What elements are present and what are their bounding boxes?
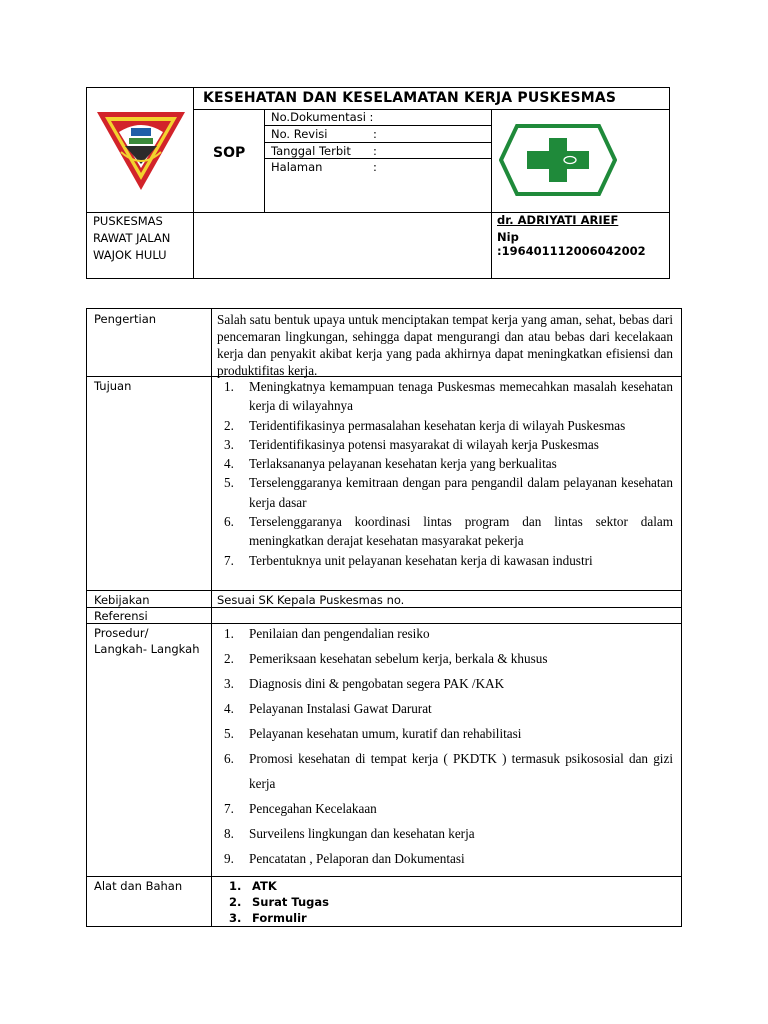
list-number: 2. (224, 651, 234, 666)
list-text: Pelayanan kesehatan umum, kuratif dan rehabilitasi (249, 726, 522, 741)
list-number: 2. (224, 417, 234, 433)
kebijakan-label: Kebijakan (94, 593, 150, 607)
tujuan-label: Tujuan (94, 379, 132, 393)
list-number: 3. (224, 676, 234, 691)
list-number: 6. (224, 514, 234, 530)
alat-label: Alat dan Bahan (94, 879, 183, 893)
meta-colon: : (373, 127, 377, 141)
list-text: Pemeriksaan kesehatan sebelum kerja, berkala & khusus (249, 651, 548, 666)
list-item (217, 796, 673, 821)
prosedur-label-line: Langkah- Langkah (94, 642, 200, 656)
list-item (217, 878, 329, 894)
org-line: PUSKESMAS (93, 214, 163, 228)
list-text: Teridentifikasinya permasalahan kesehatan kerja di wilayah Puskesmas (249, 417, 626, 433)
list-text: Surat Tugas (252, 895, 330, 909)
list-text: Terselenggaranya kemitraan dengan para pengandil dalam pelayanan kesehatan kerja dasar (249, 475, 673, 510)
list-item (217, 454, 673, 473)
list-text: Diagnosis dini & pengobatan segera PAK /KAK (249, 676, 505, 691)
list-item (217, 846, 673, 871)
tujuan-list (217, 377, 673, 570)
list-item (217, 416, 673, 435)
divider (264, 125, 491, 126)
list-number: 1. (229, 879, 242, 893)
list-number: 3. (229, 911, 242, 925)
prosedur-label-line: Prosedur/ (94, 626, 149, 640)
signer-nip: Nip :196401112006042002 (497, 230, 646, 258)
list-text: Penilaian dan pengendalian resiko (249, 626, 430, 641)
document-title: KESEHATAN DAN KESELAMATAN KERJA PUSKESMAS (203, 90, 617, 106)
regional-crest-logo (93, 102, 189, 194)
list-text: Teridentifikasinya potensi masyarakat di wilayah kerja Puskesmas (249, 436, 599, 452)
header-table (86, 87, 670, 279)
list-number: 4. (224, 456, 234, 472)
list-text: ATK (252, 879, 277, 893)
list-text: Surveilens lingkungan dan kesehatan kerja (249, 826, 475, 841)
list-number: 4. (224, 701, 234, 716)
organization-name (93, 213, 170, 264)
kebijakan-text: Sesuai SK Kepala Puskesmas no. (217, 593, 405, 607)
divider (87, 876, 681, 877)
prosedur-label (94, 625, 199, 657)
list-item (217, 671, 673, 696)
list-number: 1. (224, 626, 234, 641)
pengertian-text: Salah satu bentuk upaya untuk menciptakan tempat kerja yang aman, sehat, bebas dari pencemaran lingkungan, sehingga dapat mengurangi dan atau bebas dari kecelakaan kerja dan penyakit akibat kerja yang pada akhirnya dapat meningkatkan efisiensi dan produktifitas kerja. (217, 312, 673, 378)
list-text: Formulir (252, 911, 307, 925)
list-number: 1. (224, 379, 234, 394)
org-line: WAJOK HULU (93, 248, 167, 262)
list-number: 5. (224, 475, 234, 491)
list-text: Pelayanan Instalasi Gawat Darurat (249, 701, 432, 716)
list-text: Terbentuknya unit pelayanan kesehatan kerja di kawasan industri (249, 552, 593, 568)
list-text: Pencegahan Kecelakaan (249, 801, 377, 816)
pengertian-label: Pengertian (94, 312, 157, 326)
list-item (217, 696, 673, 721)
meta-tanggal-terbit: Tanggal Terbit (271, 144, 351, 158)
alat-list (217, 878, 329, 926)
divider (87, 590, 681, 591)
list-item (217, 721, 673, 746)
meta-no-dokumentasi: No.Dokumentasi : (271, 110, 374, 124)
divider (211, 309, 212, 926)
list-item (217, 473, 673, 512)
list-text: Terlaksananya pelayanan kesehatan kerja yang berkualitas (249, 456, 557, 472)
list-item (217, 746, 673, 796)
list-item (217, 821, 673, 846)
list-item (217, 435, 673, 454)
divider (264, 142, 491, 143)
list-item (217, 377, 673, 416)
list-number: 7. (224, 552, 234, 568)
list-number: 6. (224, 751, 234, 766)
divider (193, 109, 669, 110)
divider (491, 109, 492, 278)
meta-no-revisi: No. Revisi (271, 127, 328, 141)
list-number: 7. (224, 801, 234, 816)
list-text: Pencatatan , Pelaporan dan Dokumentasi (249, 851, 465, 866)
list-item (217, 910, 329, 926)
meta-colon: : (373, 160, 377, 174)
sop-content-table (86, 308, 682, 927)
list-number: 5. (224, 726, 234, 741)
signer-name: dr. ADRIYATI ARIEF (497, 213, 619, 227)
list-text: Terselenggaranya koordinasi lintas program dan lintas sektor dalam meningkatkan derajat kesehatan masyarakat pekerja (249, 514, 673, 549)
divider (264, 158, 491, 159)
sop-label: SOP (213, 145, 246, 161)
list-text: Promosi kesehatan di tempat kerja ( PKDTK ) termasuk psikososial dan gizi kerja (249, 751, 673, 791)
meta-colon: : (373, 144, 377, 158)
list-item (217, 621, 673, 646)
green-cross-logo (499, 124, 617, 196)
list-number: 2. (229, 895, 242, 909)
list-item (217, 646, 673, 671)
list-item (217, 551, 673, 570)
referensi-label: Referensi (94, 609, 148, 623)
list-number: 8. (224, 826, 234, 841)
org-line: RAWAT JALAN (93, 231, 171, 245)
meta-halaman: Halaman (271, 160, 323, 174)
list-number: 9. (224, 851, 234, 866)
list-text: Meningkatnya kemampuan tenaga Puskesmas memecahkan masalah kesehatan kerja di wilayahnya (249, 379, 673, 414)
list-item (217, 894, 329, 910)
divider (193, 212, 194, 278)
list-item (217, 512, 673, 551)
prosedur-list (217, 621, 673, 871)
list-number: 3. (224, 436, 234, 452)
divider (193, 88, 194, 212)
